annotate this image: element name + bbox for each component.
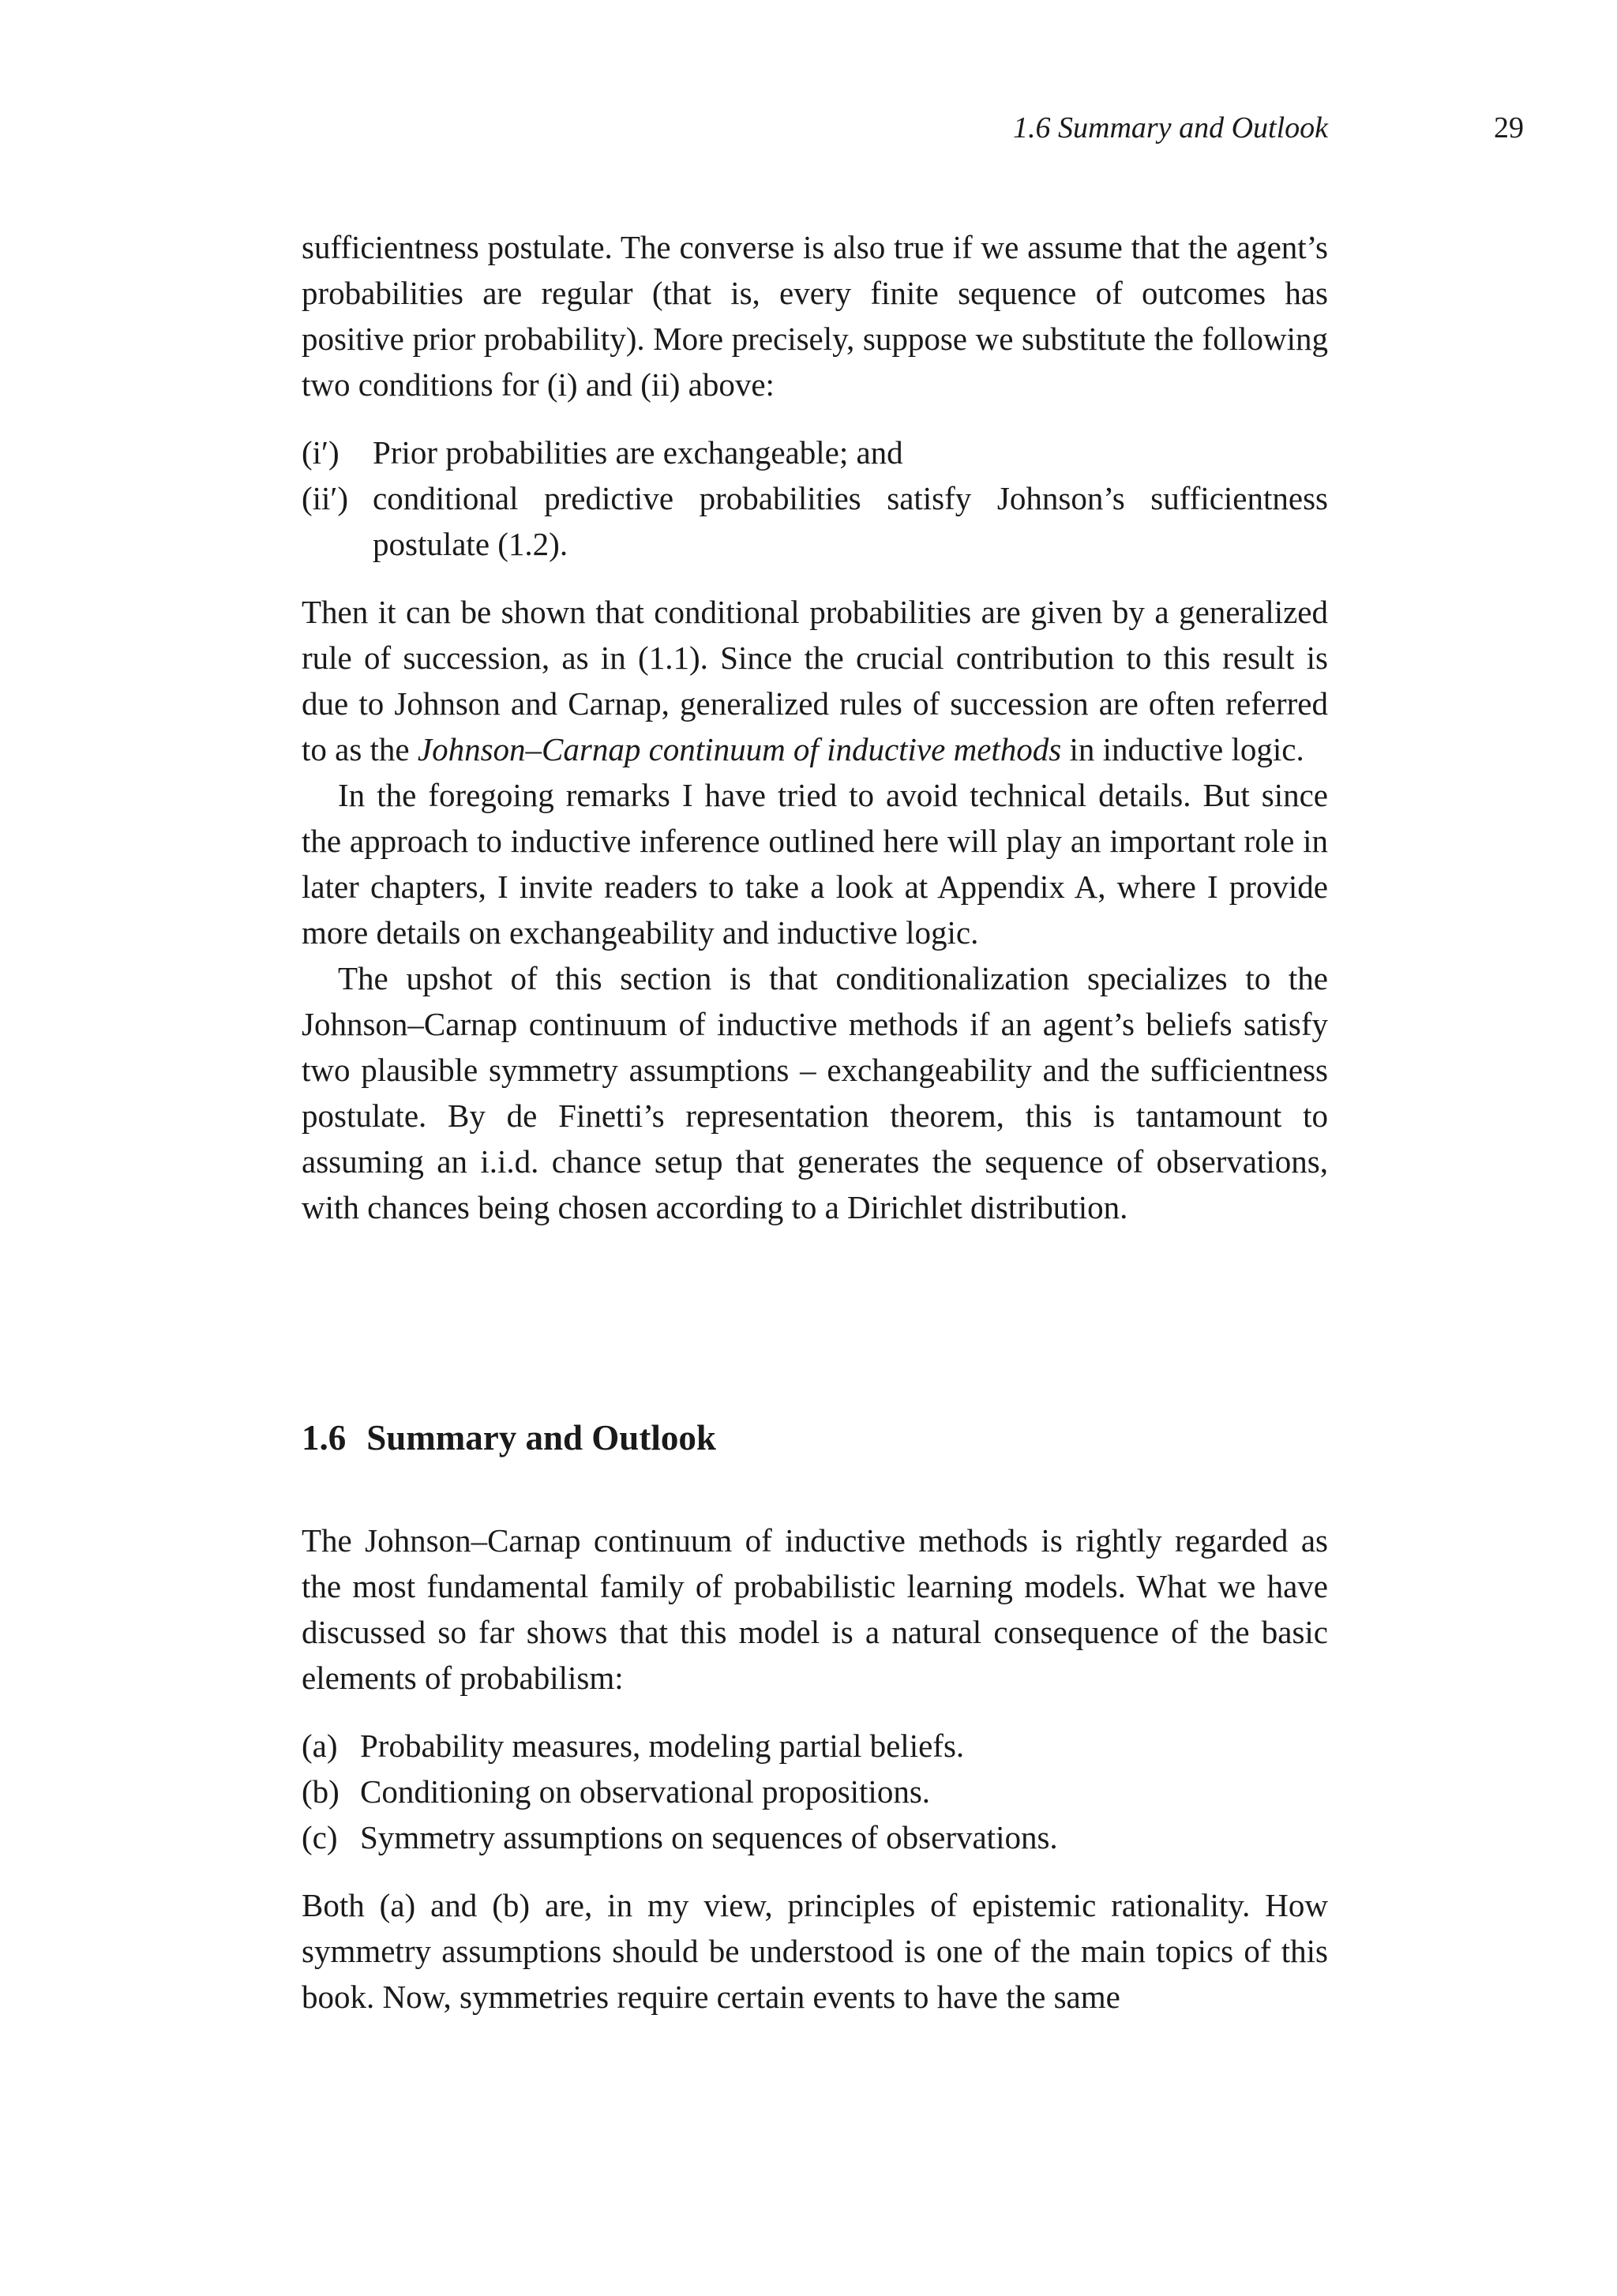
- list-text: Symmetry assumptions on sequences of observations.: [360, 1819, 1058, 1855]
- paragraph-3: In the foregoing remarks I have tried to avoid technical details. But since the approach to inductive inference outlined here will play an important role in later chapters, I invite readers to take a look at Appendix A, where I provide more details on exchangeability and inductive logic.: [302, 777, 1328, 951]
- list-text: conditional predictive probabilities satisfy Johnson’s sufficientness postulate (1.2).: [373, 480, 1328, 562]
- section-heading: [302, 1415, 1328, 1461]
- section-paragraph-1: The Johnson–Carnap continuum of inductive methods is rightly regarded as the most fundamental family of probabilistic learning models. What we have discussed so far shows that this model is a natural consequence of the basic elements of probabilism:: [302, 1522, 1328, 1696]
- list-item: [302, 1814, 1328, 1860]
- paragraph-1: sufficientness postulate. The converse is also true if we assume that the agent’s probabilities are regular (that is, every finite sequence of outcomes has positive prior probability). More precisely, suppose we substitute the following two conditions for (i) and (ii) above:: [302, 229, 1328, 403]
- list-item: [302, 430, 1328, 475]
- list-label: (a): [302, 1728, 338, 1764]
- list-label: (ii′): [302, 480, 349, 516]
- body-text-block: [302, 224, 1328, 407]
- elements-list-block: [302, 1723, 1328, 1860]
- section-number: 1.6: [302, 1418, 347, 1458]
- list-label: (b): [302, 1773, 340, 1810]
- paragraph-2-emphasis: Johnson–Carnap continuum of inductive methods: [417, 731, 1062, 767]
- list-label: (i′): [302, 434, 340, 471]
- conditions-list-block: [302, 430, 1328, 567]
- list-item: [302, 475, 1328, 567]
- list-text: Conditioning on observational propositions.: [360, 1773, 931, 1810]
- list-item: [302, 1723, 1328, 1769]
- section-title: Summary and Outlook: [366, 1418, 716, 1458]
- list-item: [302, 1769, 1328, 1814]
- paragraph-2: [302, 589, 1328, 772]
- list-label: (c): [302, 1819, 338, 1855]
- paragraph-4: The upshot of this section is that conditionalization specializes to the Johnson–Carnap continuum of inductive methods if an agent’s beliefs satisfy two plausible symmetry assumptions – exchangeability and the sufficientness postulate. By de Finetti’s representation theorem, this is tantamount to assuming an i.i.d. chance setup that generates the sequence of observations, with chances being chosen according to a Dirichlet distribution.: [302, 960, 1328, 1225]
- section-text-block-2: [302, 1882, 1328, 2020]
- page-number: 29: [1494, 111, 1524, 144]
- paragraph-2-text: Then it can be shown that conditional probabilities are given by a generalized rule of succession, as in (1.1). Since the crucial contribution to this result is due to Johnson and Carnap, generalized rules of succession are often referred to as the: [302, 594, 1328, 767]
- list-text: Prior probabilities are exchangeable; and: [373, 434, 903, 471]
- paragraph-2-tail: in inductive logic.: [1061, 731, 1304, 767]
- elements-list: [302, 1723, 1328, 1860]
- section-paragraph-2: Both (a) and (b) are, in my view, principles of epistemic rationality. How symmetry assumptions should be understood is one of the main topics of this book. Now, symmetries require certain events to have the same: [302, 1887, 1328, 2015]
- body-text-block-2: [302, 589, 1328, 1230]
- running-head: 1.6 Summary and Outlook: [1013, 111, 1328, 144]
- list-text: Probability measures, modeling partial beliefs.: [360, 1728, 965, 1764]
- section-text-block: [302, 1518, 1328, 1701]
- conditions-list: [302, 430, 1328, 567]
